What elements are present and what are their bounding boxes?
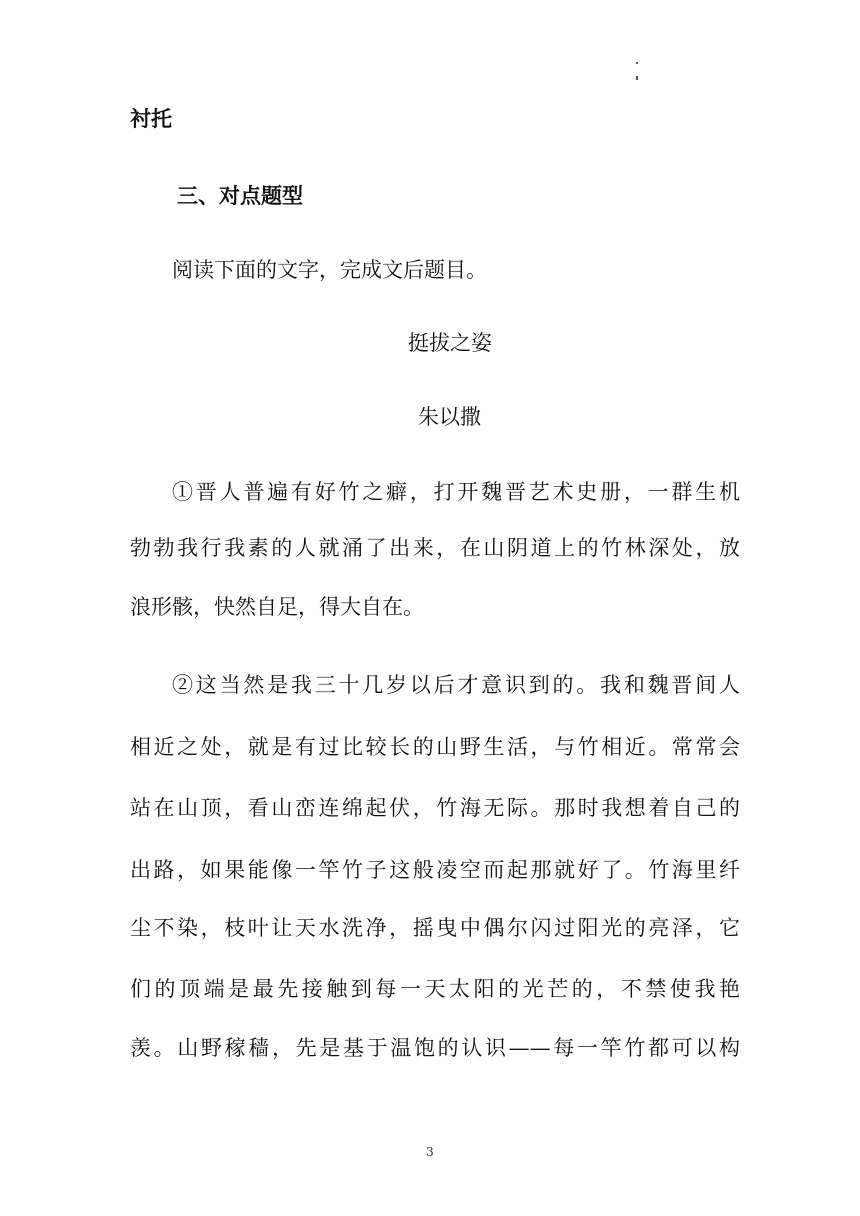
page-number: 3: [426, 1145, 434, 1159]
section-heading: 三、对点题型: [177, 183, 303, 208]
paragraph-2-line-7: 羡。山野稼穑，先是基于温饱的认识——每一竿竹都可以构: [130, 1036, 740, 1060]
paragraph-1-line-2: 勃勃我行我素的人就涌了出来，在山阴道上的竹林深处，放: [130, 536, 740, 560]
essay-title: 挺拔之姿: [408, 331, 492, 355]
paragraph-2-line-5: 尘不染，枝叶让天水洗净，摇曳中偶尔闪过阳光的亮泽，它: [130, 916, 740, 940]
paragraph-1-line-3: 浪形骸，快然自足，得大自在。: [130, 595, 424, 619]
paragraph-2-line-3: 站在山顶，看山峦连绵起伏，竹海无际。那时我想着自己的: [130, 796, 740, 820]
top-word: 衬托: [130, 106, 172, 131]
corner-mark: [636, 62, 639, 84]
paragraph-2-line-6: 们的顶端是最先接触到每一天太阳的光芒的，不禁使我艳: [130, 977, 740, 1001]
essay-author: 朱以撒: [418, 405, 481, 429]
instruction-text: 阅读下面的文字，完成文后题目。: [172, 258, 487, 282]
paragraph-2-line-4: 出路，如果能像一竿竹子这般凌空而起那就好了。竹海里纤: [130, 858, 740, 882]
paragraph-1-line-1: ①晋人普遍有好竹之癖，打开魏晋艺术史册，一群生机: [172, 480, 740, 504]
paragraph-2-line-1: ②这当然是我三十几岁以后才意识到的。我和魏晋间人: [172, 673, 740, 697]
paragraph-2-line-2: 相近之处，就是有过比较长的山野生活，与竹相近。常常会: [130, 735, 740, 759]
